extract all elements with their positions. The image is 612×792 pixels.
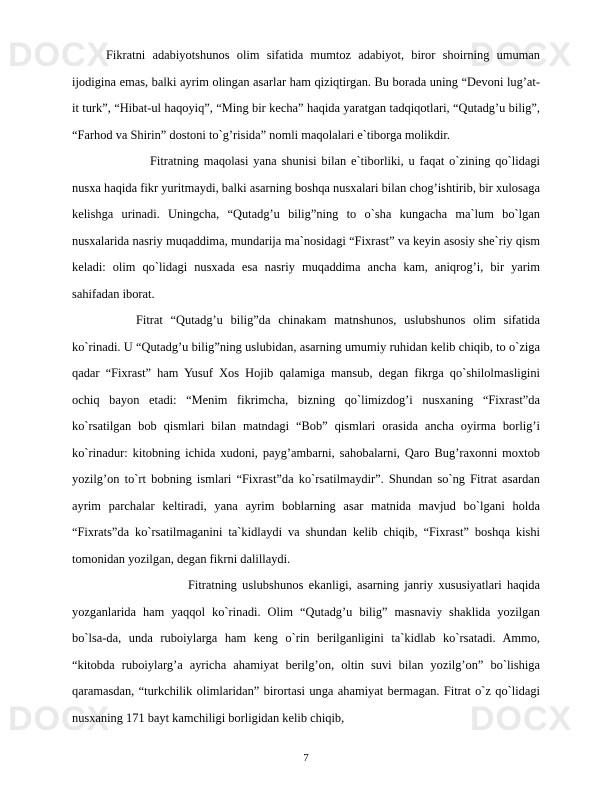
watermark-top-left: DOCX — [8, 36, 111, 74]
paragraph-2: Fitratning maqolasi yana shunisi bilan e`tiborliki, u faqat o`zining qo`lidagi nusxa haqida fikr yuritmaydi, balki asarning boshqa nusxalari bilan chog’ishtirib, bir xulosaga kelishga urinadi. Uningcha, “Qutadg’u bilig”ning to o`sha kungacha ma`lum bo`lgan nusxalarida nasriy muqaddima, mundarija ma`nosidagi “Fixrast” va keyin asosiy she`riy qism keladi: olim qo`lidagi nusxada esa nasriy muqaddima ancha kam, aniqrog’i, bir yarim sahifadan iborat. — [72, 154, 540, 301]
paragraph-3: Fitrat “Qutadg’u bilig”da chinakam matnshunos, uslubshunos olim sifatida ko`rinadi. U “Qutadg’u bilig”ning uslubidan, asarning umumiy ruhidan kelib chiqib, to o`ziga qadar “Fixrast” ham Yusuf Xos Hojib qalamiga mansub, degan fikrga qo`shilolmasligini ochiq bayon etadi: “Menim fikrimcha, bizning qo`limizdog’i nusxaning “Fixrast”da ko`rsatilgan bob qismlari bilan matndagi “Bob” qismlari orasida ancha oyirma borlig’i ko`rinadur: kitobning ichida xudoni, payg’ambarni, sahobalarni, Qaro Bug’raxonni moxtob yozilg’on to`rt bobning ismlari “Fixrast”da ko`rsatilmaydir”. Shundan so`ng Fitrat asardan ayrim parchalar keltiradi, yana ayrim boblarning asar matnida mavjud bo`lgani holda “Fixrats”da ko`rsatilmaganini ta`kidlaydi va shundan kelib chiqib, “Fixrast” boshqa kishi tomonidan yozilgan, degan fikrni dalillaydi. — [72, 313, 540, 566]
watermark-bottom-right: DOCX — [470, 700, 573, 738]
watermark-top-right: DOCX — [470, 36, 573, 74]
watermark-bottom-left: DOCX — [8, 700, 111, 738]
page-number: 7 — [303, 752, 309, 764]
paragraph-1: Fikratni adabiyotshunos olim sifatida mumtoz adabiyot, biror shoirning umuman ijodigina emas, balki ayrim olingan asarlar ham qiziqtirgan. Bu borada uning “Devoni lug’at-it turk”, “Hibat-ul haqoyiq”, “Ming bir kecha” haqida yaratgan tadqiqotlari, “Qutadg’u bilig”, “Farhod va Shirin” dostoni to`g’risida” nomli maqolalari e`tiborga molikdir. — [72, 48, 540, 142]
paragraph-4: Fitratning uslubshunos ekanligi, asarning janriy xususiyatlari haqida yozganlarida ham yaqqol ko`rinadi. Olim “Qutadg’u bilig” masnaviy shaklida yozilgan bo`lsa-da, unda ruboiylarga ham keng o`rin berilganligini ta`kidlab ko`rsatadi. Ammo, “kitobda ruboiylarg’a ayricha ahamiyat berilg’on, oltin suvi bilan yozilg’on” bo`lishiga qaramasdan, “turkchilik olimlaridan” birortasi unga ahamiyat bermagan. Fitrat o`z qo`lidagi nusxaning 171 bayt kamchiligi borligidan kelib chiqib, — [72, 578, 540, 725]
document-body — [72, 42, 540, 731]
